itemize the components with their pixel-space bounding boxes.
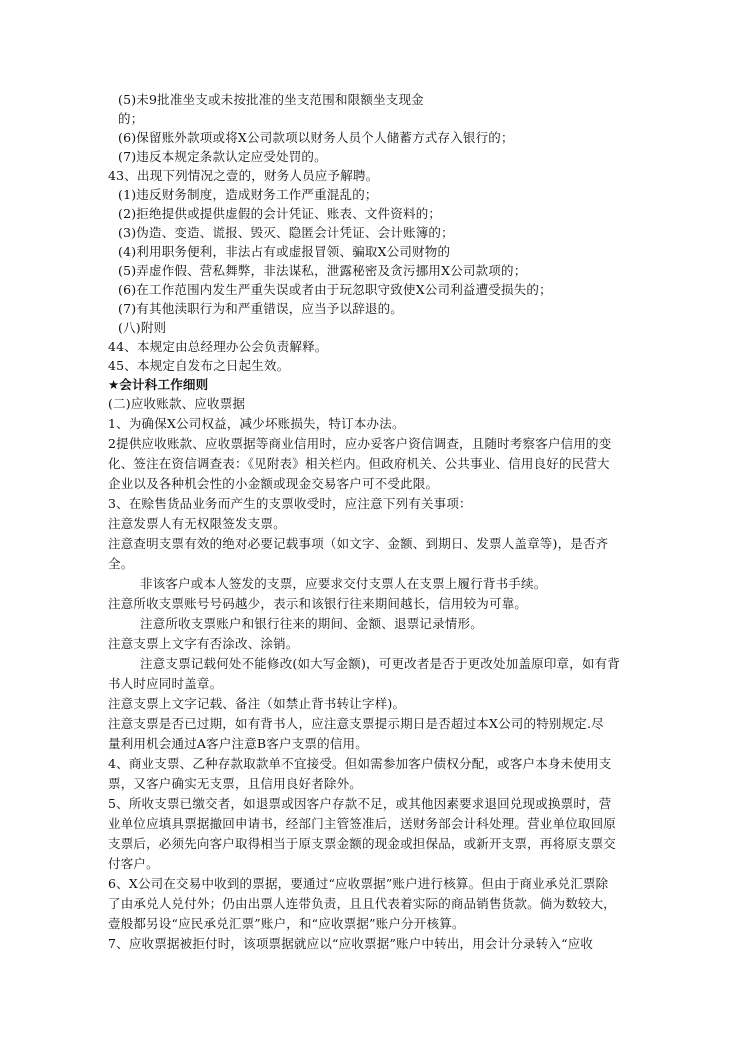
text-line: 化、签注在资信调查表：《见附表》相关栏内。但政府机关、公共事业、信用良好的民营大 (108, 456, 610, 471)
text-line: 全。 (108, 556, 134, 571)
text-line: 了由承兑人兑付外；仍由出票人连带负责，且且代表着实际的商品销售货款。倘为数较大， (108, 896, 617, 911)
text-line: (7)有其他渎职行为和严重错误，应当予以辞退的。 (118, 301, 404, 316)
text-line: (6)在工作范围内发生严重失误或者由于玩忽职守致使X公司利益遭受损失的； (118, 282, 552, 297)
text-line: 43、出现下列情况之壹的，财务人员应予解聘。 (108, 168, 379, 183)
text-line: 企业以及各种机会性的小金额或现金交易客户可不受此限。 (108, 476, 439, 491)
text-line: 壹般都另设“应民承兑汇票”账户，和“应收票据”账户分开核算。 (108, 916, 465, 931)
text-line: 1、为确保X公司权益，减少坏账损失，特订本办法。 (108, 416, 405, 431)
text-line: (7)违反本规定条款认定应受处罚的。 (118, 149, 327, 164)
text-line: 4、商业支票、乙种存款取款单不宜接受。但如需参加客户债权分配，或客户本身未使用支 (108, 756, 612, 771)
text-line: 注意支票记载何处不能修改(如大写金额)，可更改者是否于更改处加盖原印章，如有背 (140, 656, 621, 671)
text-line: 注意查明支票有效的绝对必要记载事项（如文字、金额、到期日、发票人盖章等)，是否齐 (108, 536, 609, 551)
text-line: 注意所收支票账号号码越少，表示和该银行往来期间越长，信用较为可靠。 (108, 596, 528, 611)
section-title: ★会计科工作细则 (108, 377, 209, 392)
text-line: (3)伪造、变造、谎报、毁灭、隐匿会计凭证、会计账簿的； (118, 225, 454, 240)
text-line: 注意支票上文字记载、备注（如禁止背书转让字样)。 (108, 696, 406, 711)
text-line: (6)保留账外款项或将X公司款项以财务人员个人储蓄方式存入银行的； (118, 130, 514, 145)
text-line: 注意支票是否已过期，如有背书人，应注意支票提示期日是否超过本X公司的特别规定.尽 (108, 716, 604, 731)
text-line: 业单位应填具票据撤回申请书，经部门主管签准后，送财务部会计科处理。营业单位取回原 (108, 816, 617, 831)
text-line: 2提供应收账款、应收票据等商业信用时，应办妥客户资信调查，且随时考察客户信用的变 (108, 436, 612, 451)
text-line: 7、应收票据被拒付时，该项票据就应以“应收票据”账户中转出，用会计分录转入“应收 (108, 936, 594, 951)
text-line: 付客户。 (108, 856, 159, 871)
text-line: (5)未9批准坐支或未按批准的坐支范围和限额坐支现金 (118, 92, 424, 107)
text-line: 5、所收支票已缴交者，如退票或因客户存款不足，或其他因素要求退回兑现或换票时，营 (108, 796, 612, 811)
text-line: 票，又客户确实无支票，且信用良好者除外。 (108, 776, 363, 791)
text-line: (5)弄虚作假、营私舞弊，非法谋私，泄露秘密及贪污挪用X公司款项的； (118, 263, 527, 278)
section-heading: (二)应收账款、应收票据 (108, 396, 246, 411)
text-line: (1)违反财务制度，造成财务工作严重混乱的； (118, 187, 378, 202)
text-line: 注意支票上文字有否涂改、涂销。 (108, 636, 299, 651)
text-line: 45、本规定自发布之日起生效。 (108, 358, 290, 373)
text-line: 注意发票人有无权限签发支票。 (108, 516, 286, 531)
text-line: 书人时应同时盖章。 (108, 676, 223, 691)
text-line: 量利用机会通过A客户注意B客户支票的信用。 (108, 736, 368, 751)
text-line: (4)利用职务便利，非法占有或虚报冒领、骗取X公司财物的 (118, 244, 451, 259)
text-line: 非该客户或本人签发的支票，应要求交付支票人在支票上履行背书手续。 (140, 576, 547, 591)
text-line: 支票后，必须先向客户取得相当于原支票金额的现金或担保品，或新开支票，再将原支票交 (108, 836, 617, 851)
text-line: 注意所收支票账户和银行往来的期间、金额、退票记录情形。 (140, 616, 483, 631)
text-line: 44、本规定由总经理办公会负责解释。 (108, 339, 328, 354)
text-line: 3、在赊售货品业务而产生的支票收受时，应注意下列有关事项： (108, 496, 472, 511)
section-heading: (八)附则 (118, 320, 167, 335)
text-line: 的； (118, 111, 144, 126)
text-line: 6、X公司在交易中收到的票据，要通过“应收票据”账户进行核算。但由于商业承兑汇票除 (108, 876, 609, 891)
text-line: (2)拒绝提供或提供虚假的会计凭证、账表、文件资料的； (118, 206, 442, 221)
